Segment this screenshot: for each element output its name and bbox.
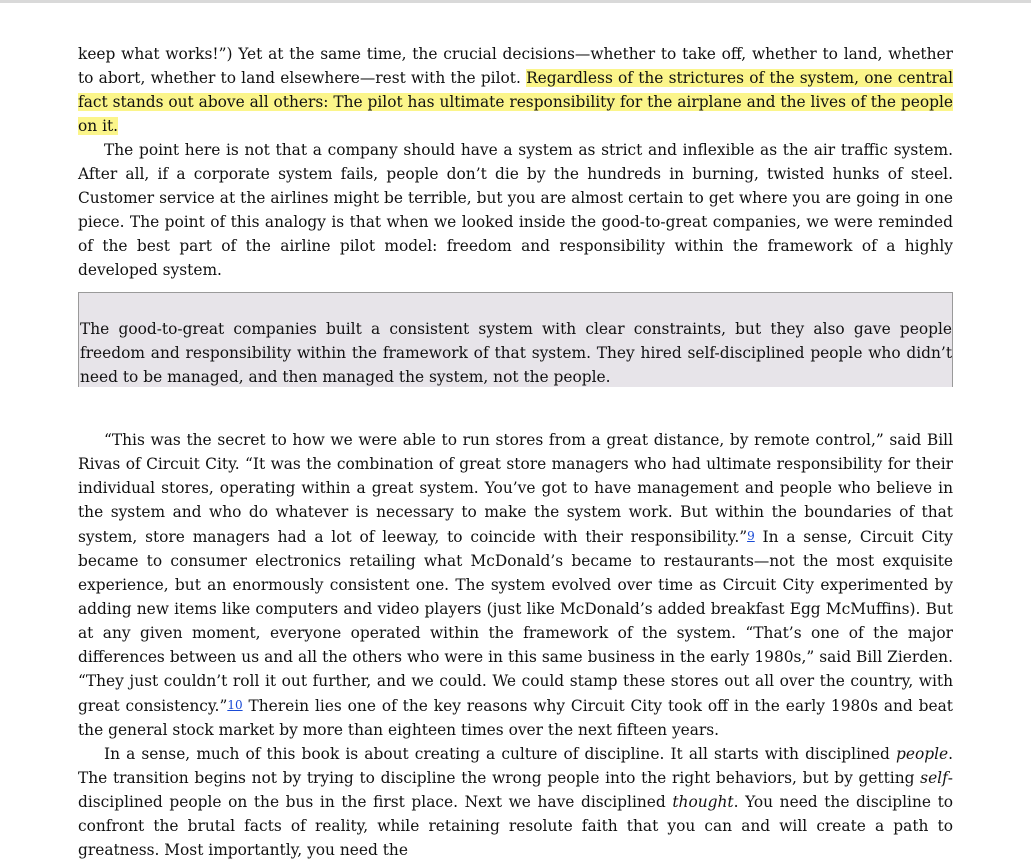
book-page: [78, 42, 953, 862]
paragraph-4-a: In a sense, much of this book is about creating a culture of discipline. It all starts with disciplined: [104, 745, 896, 763]
paragraph-4-d: . You need the discipline to confront the brutal facts of reality, while retaining resolute faith that you can and will create a path to greatness. Most importantly, you need the: [78, 793, 954, 859]
footnote-link-9[interactable]: 9: [747, 529, 755, 543]
callout-text: The good-to-great companies built a consistent system with clear constraints, but they also gave people freedom and responsibility within the framework of that system. They hired self-disciplined people who didn’t need to be managed, and then managed the system, not the people.: [80, 320, 952, 386]
paragraph-4-c: -disciplined people on the bus in the first place. Next we have disciplined: [78, 769, 953, 811]
paragraph-3-part-2: In a sense, Circuit City became to consumer electronics retailing what McDonald’s became to restaurants—not the most exquisite experience, but an enormously consistent one. The system evolved over time as Circuit City experimented by adding new items like computers and video players (just like McDonald’s added breakfast Egg McMuffins). But at any given moment, everyone operated within the framework of the system. “That’s one of the major differences between us and all the others who were in this same business in the early 1980s,” said Bill Zierden. “They just couldn’t roll it out further, and we could. We could stamp these stores out all over the country, with great consistency.”: [78, 528, 954, 715]
highlighted-passage[interactable]: Regardless of the strictures of the system, one central fact stands out above all others: The pilot has ultimate responsibility for the airplane and the lives of the people on it.: [78, 69, 954, 135]
paragraph-1: [78, 42, 953, 138]
paragraph-3-part-3: Therein lies one of the key reasons why Circuit City took off in the early 1980s and beat the general stock market by more than eighteen times over the next fifteen years.: [78, 697, 953, 739]
paragraph-1-text: keep what works!”) Yet at the same time, the crucial decisions—whether to take off, whether to land, whether to abort, whether to land elsewhere—rest with the pilot.: [78, 45, 953, 87]
paragraph-3: [78, 428, 953, 742]
paragraph-4-b: . The transition begins not by trying to discipline the wrong people into the right behaviors, but by getting: [78, 745, 953, 787]
paragraph-4: [78, 742, 953, 862]
paragraph-2: The point here is not that a company should have a system as strict and inflexible as the air traffic system. After all, if a corporate system fails, people don’t die by the hundreds in burning, twisted hunks of steel. Customer service at the airlines might be terrible, but you are almost certain to get where you are going in one piece. The point of this analogy is that when we looked inside the good-to-great companies, we were reminded of the best part of the airline pilot model: freedom and responsibility within the framework of a highly developed system.: [78, 141, 953, 279]
top-border: [0, 0, 1031, 3]
section-gap: [78, 387, 953, 428]
emphasis-people: people: [895, 745, 949, 763]
footnote-link-10[interactable]: 10: [227, 698, 243, 712]
emphasis-self: self: [920, 769, 948, 787]
emphasis-thought: thought: [672, 793, 734, 811]
callout-box: [78, 292, 953, 387]
paragraph-3-part-1: “This was the secret to how we were able to run stores from a great distance, by remote control,” said Bill Rivas of Circuit City. “It was the combination of great store managers who had ultimate responsibility for their individual stores, operating within a great system. You’ve got to have management and people who believe in the system and who do whatever is necessary to make the system work. But within the boundaries of that system, store managers had a lot of leeway, to coincide with their responsibility.”: [78, 431, 953, 546]
